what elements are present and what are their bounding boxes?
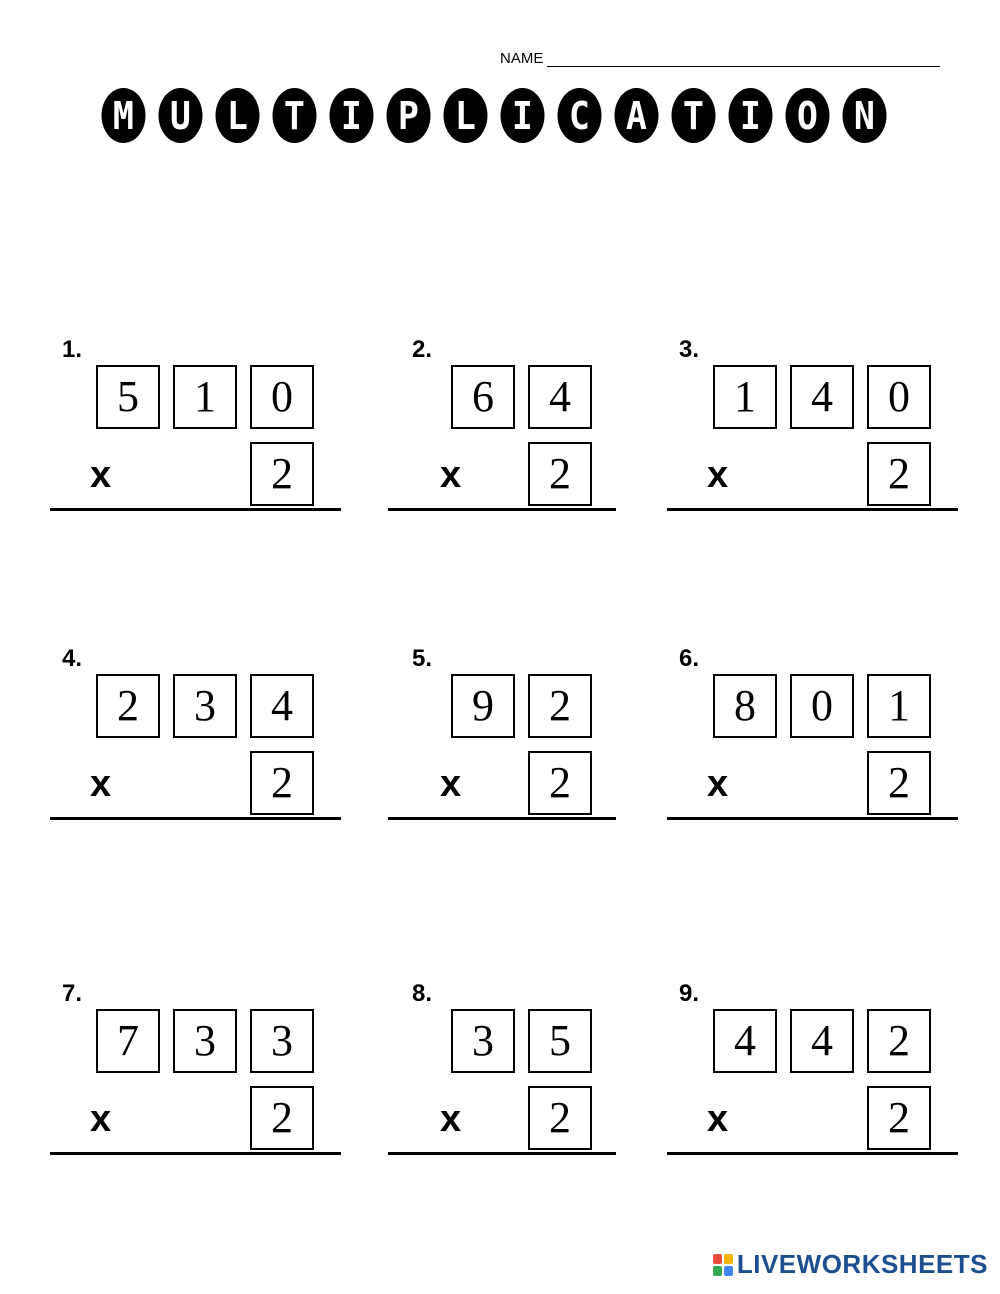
brand-name: LIVEWORKSHEETS [736,1249,988,1279]
multiplier-box: 2 [867,442,931,506]
digit-box: 8 [713,674,777,738]
title-letter-circle [444,88,488,143]
title-letter-circle [216,88,260,143]
digit-box: 4 [790,1009,854,1073]
title-letter-circle [615,88,659,143]
title-letter: I [739,93,762,138]
answer-line [667,817,958,820]
liveworksheets-logo-icon [713,1254,733,1276]
answer-line [388,508,616,511]
digit-box: 3 [173,1009,237,1073]
problem-2 [400,336,700,536]
multiply-sign: x [440,763,462,805]
logo-square [713,1254,722,1264]
title-letter: L [454,93,477,138]
title-letter-circle [843,88,887,143]
problem-7 [50,980,350,1180]
title-letter: C [568,93,591,138]
digit-box: 2 [96,674,160,738]
multiplier-box: 2 [250,751,314,815]
title-letter-circle [330,88,374,143]
title-letter-circle [273,88,317,143]
digit-box: 3 [173,674,237,738]
answer-line [667,508,958,511]
title-letter-circle [387,88,431,143]
problem-number: 6. [679,645,700,672]
title-letter: I [340,93,363,138]
multiply-sign: x [707,454,729,496]
title-letter-circle [729,88,773,143]
digit-box: 4 [790,365,854,429]
title-letter-circle [501,88,545,143]
problem-8 [400,980,700,1180]
digit-box: 1 [173,365,237,429]
title-letter-circle [558,88,602,143]
multiply-sign: x [440,1098,462,1140]
digit-box: 0 [790,674,854,738]
title-letter: U [169,93,192,138]
digit-box: 3 [250,1009,314,1073]
logo-square [724,1266,733,1276]
title-letter-circle [102,88,146,143]
digit-box: 9 [451,674,515,738]
digit-box: 4 [250,674,314,738]
digit-box: 5 [528,1009,592,1073]
title-letter: I [511,93,534,138]
title-letter: L [226,93,249,138]
logo-square [724,1254,733,1264]
answer-line [388,817,616,820]
problem-number: 9. [679,980,700,1007]
multiplier-box: 2 [528,442,592,506]
digit-box: 0 [250,365,314,429]
multiplier-box: 2 [867,751,931,815]
digit-box: 1 [713,365,777,429]
problem-6 [667,645,967,845]
multiplier-box: 2 [528,1086,592,1150]
digit-box: 1 [867,674,931,738]
multiply-sign: x [90,454,112,496]
answer-line [667,1152,958,1155]
title-letter: T [682,93,705,138]
problem-number: 2. [412,336,433,363]
title-letter: N [853,93,876,138]
title-letter: T [283,93,306,138]
multiplier-box: 2 [528,751,592,815]
answer-line [388,1152,616,1155]
page-title [96,88,892,143]
digit-box: 3 [451,1009,515,1073]
problem-number: 4. [62,645,83,672]
multiplier-box: 2 [250,1086,314,1150]
answer-line [50,817,341,820]
title-letter: M [112,93,135,138]
title-letter: A [625,93,648,138]
problem-number: 3. [679,336,700,363]
problem-5 [400,645,700,845]
digit-box: 6 [451,365,515,429]
footer-brand [713,1249,988,1280]
problem-number: 7. [62,980,83,1007]
digit-box: 4 [528,365,592,429]
name-blank-line [547,52,940,67]
problem-9 [667,980,967,1180]
digit-box: 5 [96,365,160,429]
problem-1 [50,336,350,536]
title-letter-circle [786,88,830,143]
name-label: NAME [500,50,544,67]
multiply-sign: x [90,763,112,805]
digit-box: 7 [96,1009,160,1073]
multiply-sign: x [440,454,462,496]
multiply-sign: x [707,763,729,805]
logo-square [713,1266,722,1276]
digit-box: 2 [528,674,592,738]
title-letter-circle [672,88,716,143]
problem-4 [50,645,350,845]
multiply-sign: x [90,1098,112,1140]
problem-number: 1. [62,336,83,363]
answer-line [50,508,341,511]
multiplier-box: 2 [867,1086,931,1150]
problem-number: 8. [412,980,433,1007]
digit-box: 2 [867,1009,931,1073]
multiplier-box: 2 [250,442,314,506]
answer-line [50,1152,341,1155]
multiply-sign: x [707,1098,729,1140]
problem-3 [667,336,967,536]
name-field [500,50,940,67]
title-letter: O [796,93,819,138]
digit-box: 0 [867,365,931,429]
title-letter: P [397,93,420,138]
digit-box: 4 [713,1009,777,1073]
title-letter-circle [159,88,203,143]
problem-number: 5. [412,645,433,672]
